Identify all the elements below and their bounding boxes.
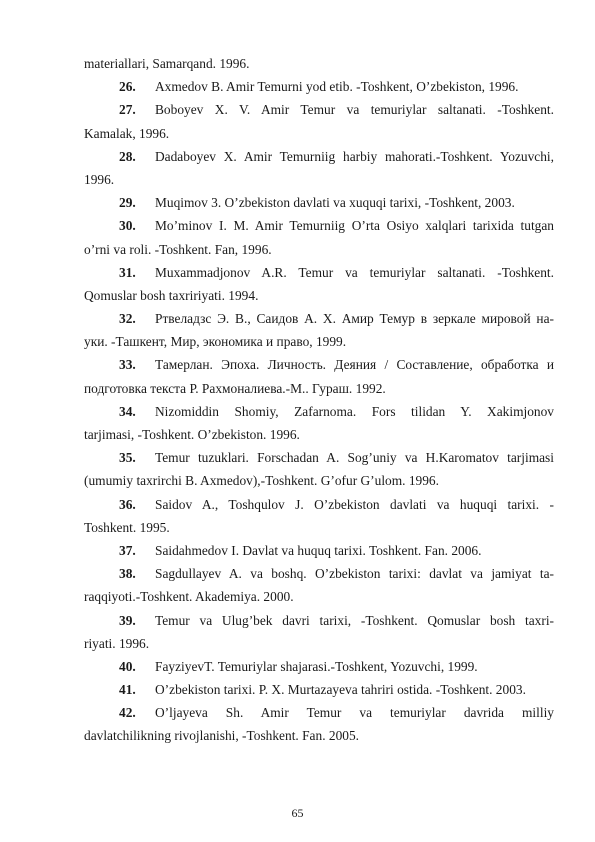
entry-continuation-line: Kamalak, 1996.	[84, 125, 170, 141]
entry-continuation-line: Qomuslar bosh taxririyati. 1994.	[84, 287, 259, 303]
entry-text: FayziyevT. Temuriylar shajarasi.-Toshkent, Yozuvchi, 1999.	[155, 658, 478, 674]
bibliography-entry	[84, 678, 554, 701]
bibliography-entry	[84, 446, 554, 492]
entry-number: 35.	[119, 450, 136, 466]
bibliography-entry	[84, 562, 554, 608]
entry-first-line	[84, 446, 554, 469]
entry-text: O’ljayeva Sh. Amir Temur va temuriylar davrida milliy	[155, 705, 554, 721]
entry-first-line	[84, 307, 554, 330]
entry-first-line	[84, 353, 554, 376]
bibliography-entry	[84, 261, 554, 307]
entry-continuation-line: (umumiy taxrirchi B. Axmedov),-Toshkent. G’ofur G’ulom. 1996.	[84, 473, 439, 489]
entry-number: 40.	[119, 658, 136, 674]
entry-number: 27.	[119, 102, 136, 118]
entry-first-line	[84, 191, 554, 214]
bibliography-entry	[84, 655, 554, 678]
entry-first-line	[84, 145, 554, 168]
bibliography-entry	[84, 609, 554, 655]
entry-number: 26.	[119, 79, 136, 95]
bibliography-entry	[84, 214, 554, 260]
bibliography-list	[84, 75, 554, 747]
entry-number: 39.	[119, 612, 136, 628]
bibliography-entry	[84, 191, 554, 214]
entry-text: Axmedov B. Amir Temurni yod etib. -Toshkent, O’zbekiston, 1996.	[155, 79, 519, 95]
bibliography-entry	[84, 539, 554, 562]
bibliography-entry	[84, 493, 554, 539]
bibliography-entry	[84, 353, 554, 399]
entry-text: Sagdullayev A. va boshq. O’zbekiston tarixi: davlat va jamiyat ta-	[155, 566, 554, 582]
entry-text: Temur tuzuklari. Forschadan A. Sog’uniy va H.Karomatov tarjimasi	[155, 450, 554, 466]
page-number: 65	[291, 806, 304, 820]
entry-continuation-line: riyati. 1996.	[84, 635, 150, 651]
entry-first-line	[84, 261, 554, 284]
entry-text: Dadaboyev X. Amir Temurniig harbiy mahorati.-Toshkent. Yozuvchi,	[155, 148, 554, 164]
entry-continuation-line: уки. -Ташкент, Мир, экономика и право, 1999.	[84, 334, 347, 350]
entry-first-line	[84, 539, 554, 562]
entry-first-line	[84, 562, 554, 585]
entry-text: Тамерлан. Эпоха. Личность. Деяния / Составление, обработка и	[155, 357, 554, 373]
entry-text: Saidahmedov I. Davlat va huquq tarixi. Toshkent. Fan. 2006.	[155, 542, 482, 558]
entry-text: Muxammadjonov A.R. Temur va temuriylar saltanati. -Toshkent.	[155, 264, 554, 280]
entry-number: 36.	[119, 496, 136, 512]
bibliography-entry	[84, 701, 554, 747]
bibliography-entry	[84, 400, 554, 446]
bibliography-entry	[84, 98, 554, 144]
bibliography-entry	[84, 307, 554, 353]
bibliography-entry	[84, 75, 554, 98]
entry-text: Muqimov 3. O’zbekiston davlati va xuquqi tarixi, -Toshkent, 2003.	[155, 195, 515, 211]
entry-first-line	[84, 75, 554, 98]
entry-number: 30.	[119, 218, 136, 234]
entry-number: 33.	[119, 357, 136, 373]
entry-number: 31.	[119, 264, 136, 280]
entry-first-line	[84, 400, 554, 423]
entry-number: 29.	[119, 195, 136, 211]
entry-text: Saidov A., Toshqulov J. O’zbekiston davlati va huquqi tarixi. -	[155, 496, 554, 512]
entry-continuation-line: Toshkent. 1995.	[84, 519, 170, 535]
entry-first-line	[84, 609, 554, 632]
entry-continuation-line: 1996.	[84, 171, 115, 187]
entry-first-line	[84, 701, 554, 724]
entry-continuation-line: tarjimasi, -Toshkent. O’zbekiston. 1996.	[84, 427, 300, 442]
entry-text: Temur va Ulug’bek davri tarixi, -Toshkent. Qomuslar bosh taxri-	[155, 612, 554, 628]
entry-text: Mo’minov I. M. Amir Temurniig O’rta Osiyo xalqlari tarixida tutgan	[155, 218, 554, 234]
entry-first-line	[84, 98, 554, 121]
entry-text: O’zbekiston tarixi. P. X. Murtazayeva tahriri ostida. -Toshkent. 2003.	[155, 682, 526, 698]
entry-first-line	[84, 655, 554, 678]
entry-first-line	[84, 678, 554, 701]
entry-text: Ртвеладзс Э. В., Саидов А. Х. Амир Темур в зеркале мировой на-	[155, 311, 554, 327]
entry-continuation-line: davlatchilikning rivojlanishi, -Toshkent. Fan. 2005.	[84, 728, 360, 744]
entry-number: 32.	[119, 311, 136, 327]
entry-continuation-line: o’rni va roli. -Toshkent. Fan, 1996.	[84, 241, 272, 257]
entry-first-line	[84, 493, 554, 516]
bibliography-entry	[84, 145, 554, 191]
entry-continuation-line: raqqiyoti.-Toshkent. Akademiya. 2000.	[84, 589, 294, 605]
intro-line: materiallari, Samarqand. 1996.	[84, 56, 250, 71]
entry-number: 41.	[119, 682, 136, 698]
entry-number: 28.	[119, 148, 136, 164]
entry-number: 37.	[119, 542, 136, 558]
entry-number: 42.	[119, 705, 136, 721]
entry-number: 38.	[119, 566, 136, 582]
entry-number: 34.	[119, 403, 136, 419]
entry-first-line	[84, 214, 554, 237]
entry-continuation-line: подготовка текста Р. Рахмоналиева.-М.. Гураш. 1992.	[84, 380, 386, 396]
entry-text: Boboyev X. V. Amir Temur va temuriylar saltanati. -Toshkent.	[155, 102, 554, 118]
entry-text: Nizomiddin Shomiy, Zafarnoma. Fors tilidan Y. Xakimjonov	[155, 403, 554, 419]
bibliography-page	[84, 52, 554, 748]
